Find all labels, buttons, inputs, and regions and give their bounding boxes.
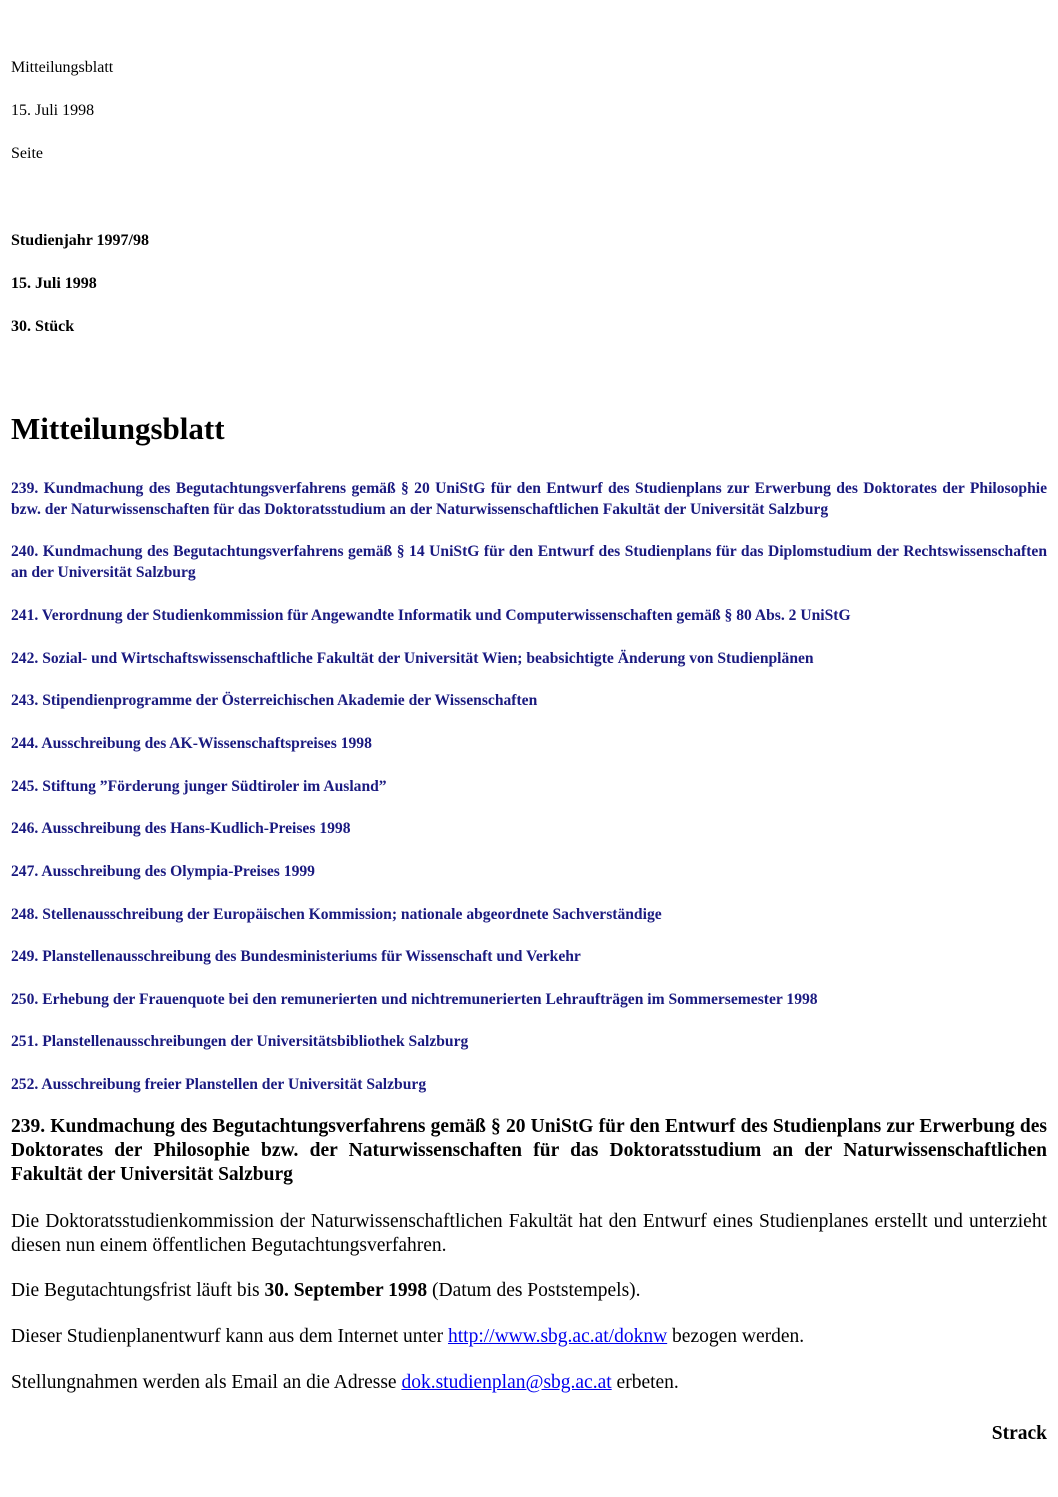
toc-link-243[interactable]: 243. Stipendienprogramme der Österreichischen Akademie der Wissenschaften	[11, 692, 538, 709]
toc-link-244[interactable]: 244. Ausschreibung des AK-Wissenschaftspreises 1998	[11, 735, 372, 752]
toc-link-248[interactable]: 248. Stellenausschreibung der Europäischen Kommission; nationale abgeordnete Sachverständige	[11, 906, 662, 923]
header-page-label: Seite	[11, 145, 43, 162]
main-title: Mitteilungsblatt	[11, 411, 225, 446]
toc-link-241[interactable]: 241. Verordnung der Studienkommission für Angewandte Informatik und Computerwissenschaften gemäß § 80 Abs. 2 UniStG	[11, 607, 851, 624]
toc-link-239[interactable]: 239. Kundmachung des Begutachtungsverfahrens gemäß § 20 UniStG für den Entwurf des Studienplans zur Erwerbung des Doktorates der Philosophie bzw. der Naturwissenschaften für das Doktoratsstudium an der Naturwissenschaftlichen Fakultät der Universität Salzburg	[11, 480, 1047, 518]
body-paragraph-4	[11, 1371, 1047, 1395]
toc-link-245[interactable]: 245. Stiftung ”Förderung junger Südtiroler im Ausland”	[11, 778, 387, 795]
email-text-pre: Stellungnahmen werden als Email an die Adresse	[11, 1372, 402, 1393]
toc-link-249[interactable]: 249. Planstellenausschreibung des Bundesministeriums für Wissenschaft und Verkehr	[11, 948, 581, 965]
email-text-post: erbeten.	[611, 1372, 679, 1393]
deadline-text-pre: Die Begutachtungsfrist läuft bis	[11, 1280, 265, 1301]
body-paragraph-1: Die Doktoratsstudienkommission der Naturwissenschaftlichen Fakultät hat den Entwurf eines Studienplanes erstellt und unterzieht diesen nun einem öffentlichen Begutachtungsverfahren.	[11, 1211, 1047, 1256]
toc-link-240[interactable]: 240. Kundmachung des Begutachtungsverfahrens gemäß § 14 UniStG für den Entwurf des Studienplans für das Diplomstudium der Rechtswissenschaften an der Universität Salzburg	[11, 543, 1047, 581]
body-paragraph-3	[11, 1325, 1047, 1349]
deadline-date: 30. September 1998	[264, 1280, 428, 1301]
toc-link-242[interactable]: 242. Sozial- und Wirtschaftswissenschaftliche Fakultät der Universität Wien; beabsichtigte Änderung von Studienplänen	[11, 650, 814, 667]
toc-link-251[interactable]: 251. Planstellenausschreibungen der Universitätsbibliothek Salzburg	[11, 1033, 469, 1050]
issue-piece: 30. Stück	[11, 318, 75, 335]
toc-link-247[interactable]: 247. Ausschreibung des Olympia-Preises 1999	[11, 863, 315, 880]
url-text-pre: Dieser Studienplanentwurf kann aus dem Internet unter	[11, 1326, 448, 1347]
issue-date: 15. Juli 1998	[11, 275, 97, 292]
signature: Strack	[991, 1423, 1047, 1444]
toc-link-252[interactable]: 252. Ausschreibung freier Planstellen der Universität Salzburg	[11, 1076, 427, 1093]
studienplan-url-link[interactable]: http://www.sbg.ac.at/doknw	[448, 1326, 668, 1347]
header-date: 15. Juli 1998	[11, 102, 95, 119]
toc-link-250[interactable]: 250. Erhebung der Frauenquote bei den remunerierten und nichtremunerierten Lehraufträgen im Sommersemester 1998	[11, 991, 818, 1008]
email-link[interactable]: dok.studienplan@sbg.ac.at	[401, 1372, 612, 1393]
body-paragraph-2	[11, 1279, 1047, 1303]
deadline-text-post: (Datum des Poststempels).	[427, 1280, 641, 1301]
toc-link-246[interactable]: 246. Ausschreibung des Hans-Kudlich-Preises 1998	[11, 820, 351, 837]
url-text-post: bezogen werden.	[667, 1326, 805, 1347]
section-heading: 239. Kundmachung des Begutachtungsverfahrens gemäß § 20 UniStG für den Entwurf des Studienplans zur Erwerbung des Doktorates der Philosophie bzw. der Naturwissenschaften für das Doktoratsstudium an der Naturwissenschaftlichen Fakultät der Universität Salzburg	[11, 1116, 1047, 1185]
header-title: Mitteilungsblatt	[11, 59, 114, 76]
issue-year: Studienjahr 1997/98	[11, 232, 149, 249]
